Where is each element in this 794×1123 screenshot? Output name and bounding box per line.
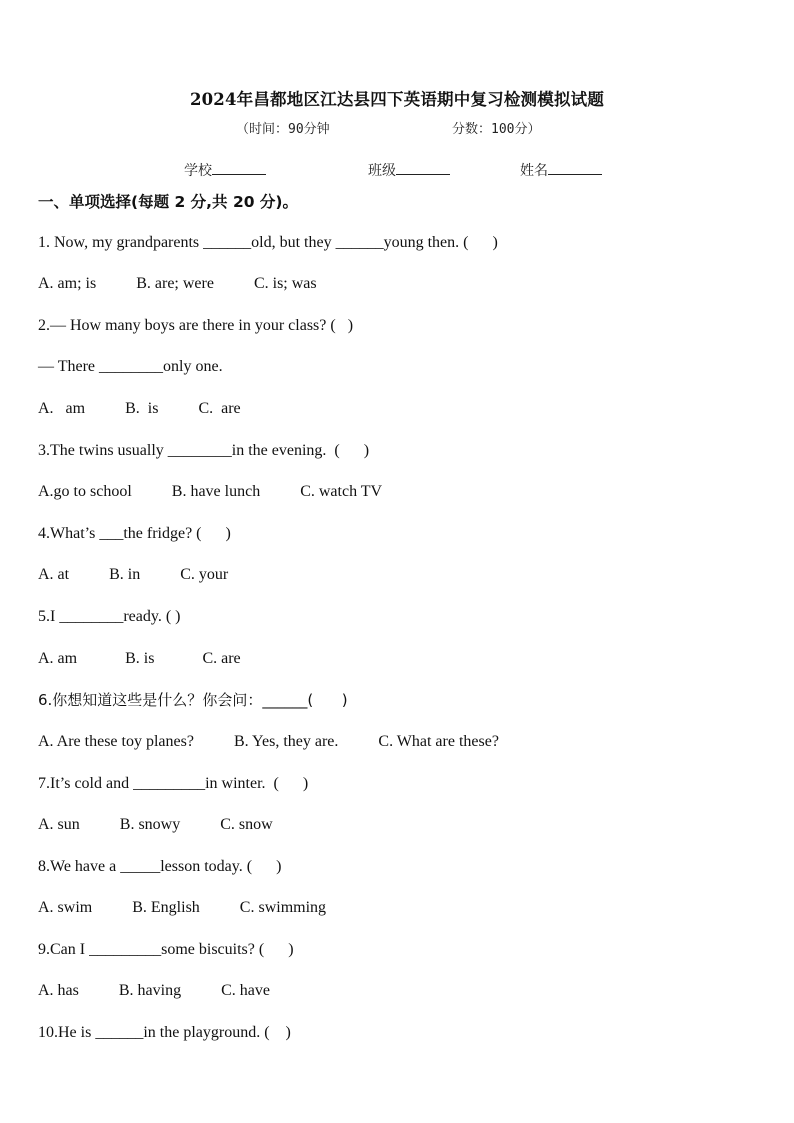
question-8: 8.We have a _____lesson today. ( ) <box>38 858 282 875</box>
name-field <box>520 160 602 180</box>
class-field <box>368 160 450 180</box>
question-3: 3.The twins usually ________in the evening. ( ) <box>38 442 370 459</box>
exam-score: 分数：100分） <box>452 122 541 137</box>
exam-time: （时间：90分钟 <box>236 122 330 137</box>
name-label: 姓名 <box>520 163 548 179</box>
question-4: 4.What’s ___the fridge? ( ) <box>38 525 231 542</box>
class-label: 班级 <box>368 163 396 179</box>
class-blank[interactable] <box>396 160 450 175</box>
options-4: A. at B. in C. your <box>38 566 229 583</box>
name-blank[interactable] <box>548 160 602 175</box>
question-5: 5.I ________ready. ( ) <box>38 608 181 625</box>
section-title: 一、单项选择(每题 2 分,共 20 分)。 <box>38 193 298 211</box>
exam-title: 2024年昌都地区江达县四下英语期中复习检测模拟试题 <box>189 90 605 109</box>
question-9: 9.Can I _________some biscuits? ( ) <box>38 941 294 958</box>
options-8: A. swim B. English C. swimming <box>38 899 327 916</box>
options-6: A. Are these toy planes? B. Yes, they are. C. What are these? <box>38 733 499 750</box>
question-2-answer: — There ________only one. <box>38 358 223 375</box>
question-2: 2.— How many boys are there in your class? ( ) <box>38 317 354 334</box>
question-7: 7.It’s cold and _________in winter. ( ) <box>38 775 309 792</box>
question-1: 1. Now, my grandparents ______old, but they ______young then. ( ) <box>38 234 498 251</box>
options-1: A. am; is B. are; were C. is; was <box>38 275 317 292</box>
school-label: 学校 <box>184 163 212 179</box>
options-3: A.go to school B. have lunch C. watch TV <box>38 483 383 500</box>
question-6: 6.你想知道这些是什么？你会问：______( ) <box>38 691 348 709</box>
school-blank[interactable] <box>212 160 266 175</box>
school-field <box>184 160 266 180</box>
options-2: A. am B. is C. are <box>38 400 241 417</box>
question-10: 10.He is ______in the playground. ( ) <box>38 1024 291 1041</box>
options-9: A. has B. having C. have <box>38 982 270 999</box>
options-7: A. sun B. snowy C. snow <box>38 816 273 833</box>
options-5: A. am B. is C. are <box>38 650 241 667</box>
